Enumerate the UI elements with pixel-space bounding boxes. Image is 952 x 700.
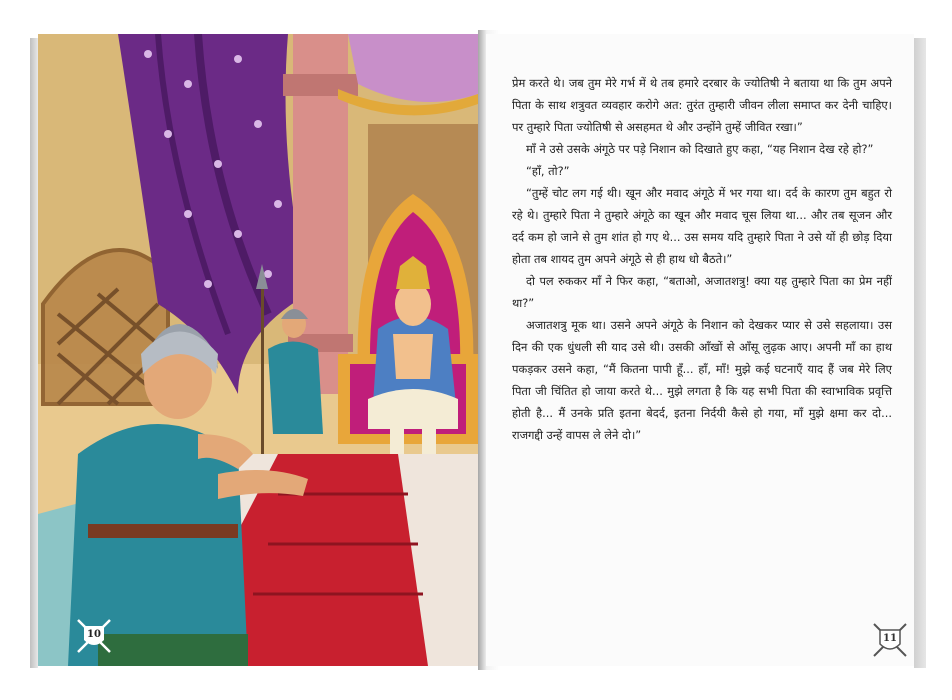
page-number-left: 10	[87, 629, 101, 640]
paragraph: अजातशत्रु मूक था। उसने अपने अंगूठे के निशान को देखकर प्यार से उसे सहलाया। उस दिन की एक धुंधली सी याद उसे थी। उसकी आँखों से आँसू लुढ़क आए। अपनी माँ का हाथ पकड़कर उसने कहा, “मैं कितना पापी हूँ... हाँ, माँ! मुझे कई घटनाएँ याद हैं जब मेरे लिए पिता जी चिंतित हो जाया करते थे... मुझे लगता है कि यह सभी पिता की स्वाभाविक प्रवृत्ति होती है... मैं उनके प्रति इतना बेदर्द, इतना निर्दयी कैसे हो गया, माँ मुझे क्षमा कर दो... राजगद्दी उन्हें वापस ले लेने दो।”	[512, 318, 892, 442]
paragraph: “तुम्हें चोट लग गई थी। खून और मवाद अंगूठे में भर गया था। दर्द के कारण तुम बहुत रो रहे थे। तुम्हारे पिता ने तुम्हारे अंगूठे का खून और मवाद चूस लिया था... और तब सूजन और दर्द कम हो जाने से तुम शांत हो गए थे... उस समय यदि तुम्हारे पिता ने उसे यों ही छोड़ दिया होता तब शायद तुम अपने अंगूठे से ही हाथ धो बैठते।”	[512, 186, 892, 266]
page-number-right: 11	[883, 633, 897, 644]
right-page-text	[486, 34, 914, 666]
paragraph: दो पल रुककर माँ ने फिर कहा, “बताओ, अजातशत्रु! क्या यह तुम्हारे पिता का प्रेम नहीं था?”	[512, 274, 892, 310]
paragraph: “हाँ, तो?”	[526, 164, 570, 178]
page-number-badge-left	[74, 616, 114, 656]
page-number-badge-right	[870, 620, 910, 660]
open-book	[30, 30, 926, 670]
page-edge-right	[914, 38, 926, 668]
throne-room-illustration	[38, 34, 478, 666]
paragraph: माँ ने उसे उसके अंगूठे पर पड़े निशान को दिखाते हुए कहा, “यह निशान देख रहे हो?”	[526, 142, 874, 156]
story-text	[512, 72, 892, 446]
paragraph: प्रेम करते थे। जब तुम मेरे गर्भ में थे तब हमारे दरबार के ज्योतिषी ने बताया था कि तुम अपने पिता के साथ शत्रुवत व्यवहार करोगे अत: तुरंत तुम्हारी जीवन लीला समाप्त कर देनी चाहिए। पर तुम्हारे पिता ज्योतिषी से असहमत थे और उन्होंने तुम्हें जीवित रखा।”	[512, 76, 892, 134]
left-page-illustration	[38, 34, 478, 666]
page-edge-left	[30, 38, 38, 668]
